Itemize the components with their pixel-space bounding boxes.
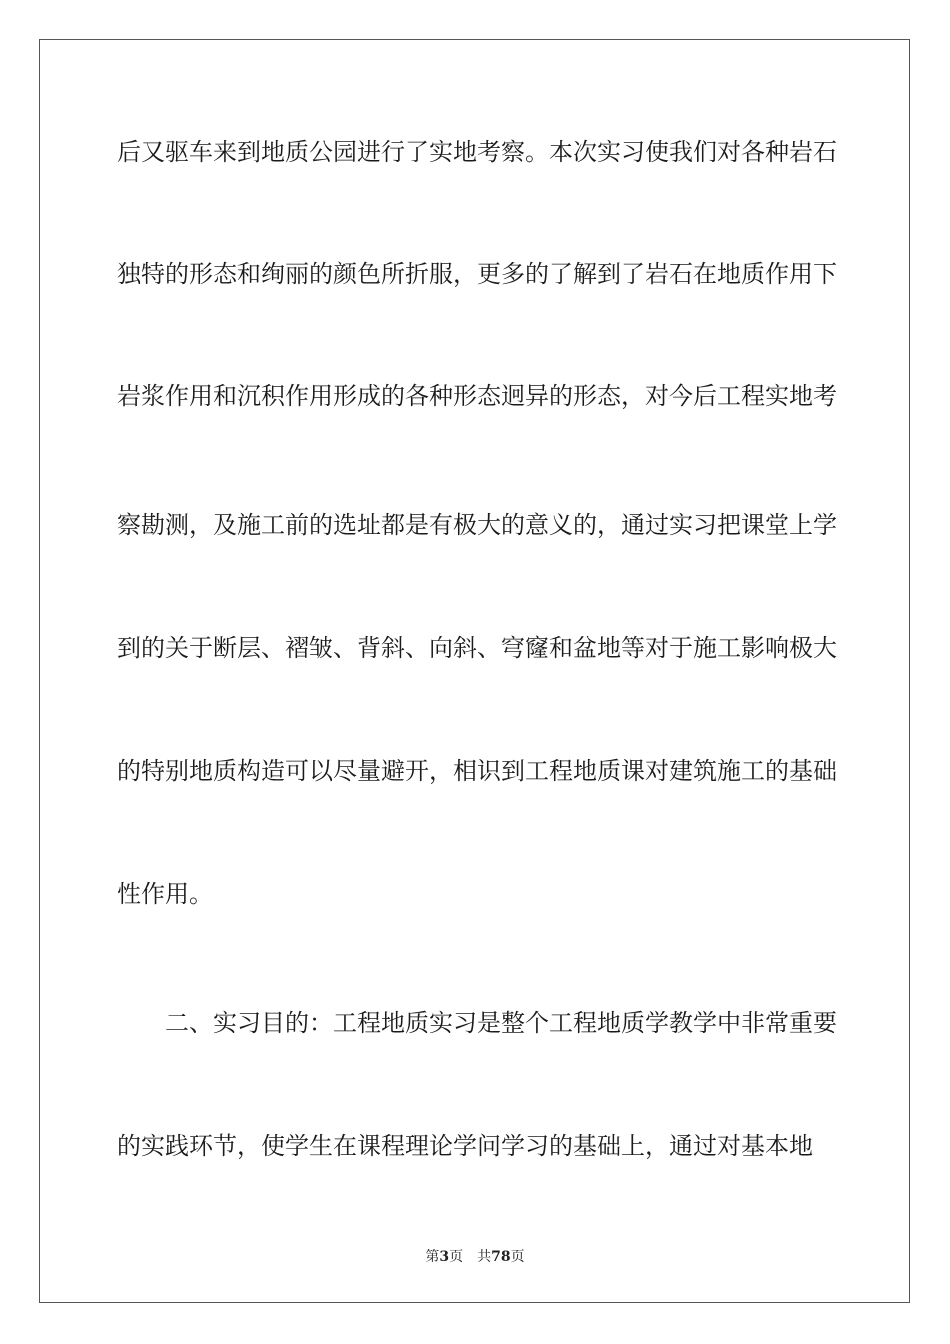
paragraph-line: 的实践环节，使学生在课程理论学问学习的基础上，通过对基本地 [117,1132,813,1160]
page-number: 3 [439,1249,450,1265]
paragraph-line: 后又驱车来到地质公园进行了实地考察。本次实习使我们对各种岩石 [117,138,837,166]
page-footer [0,1247,950,1267]
paragraph-line: 到的关于断层、褶皱、背斜、向斜、穹窿和盆地等对于施工影响极大 [117,634,837,662]
total-pages: 78 [491,1249,511,1265]
paragraph-line: 察勘测，及施工前的选址都是有极大的意义的，通过实习把课堂上学 [117,511,837,539]
paragraph-line: 岩浆作用和沉积作用形成的各种形态迥异的形态，对今后工程实地考 [117,382,837,410]
section-heading-line: 二、实习目的：工程地质实习是整个工程地质学教学中非常重要 [165,1009,837,1037]
total-label-suffix: 页 [510,1249,525,1265]
paragraph-line: 独特的形态和绚丽的颜色所折服，更多的了解到了岩石在地质作用下 [117,260,837,288]
paragraph-line-end: 性作用。 [117,880,213,908]
page-label-prefix: 第 [425,1249,440,1265]
paragraph-line: 的特别地质构造可以尽量避开，相识到工程地质课对建筑施工的基础 [117,757,837,785]
total-label-prefix: 共 [477,1249,492,1265]
page-border [39,39,910,1303]
page-label-suffix: 页 [449,1249,464,1265]
